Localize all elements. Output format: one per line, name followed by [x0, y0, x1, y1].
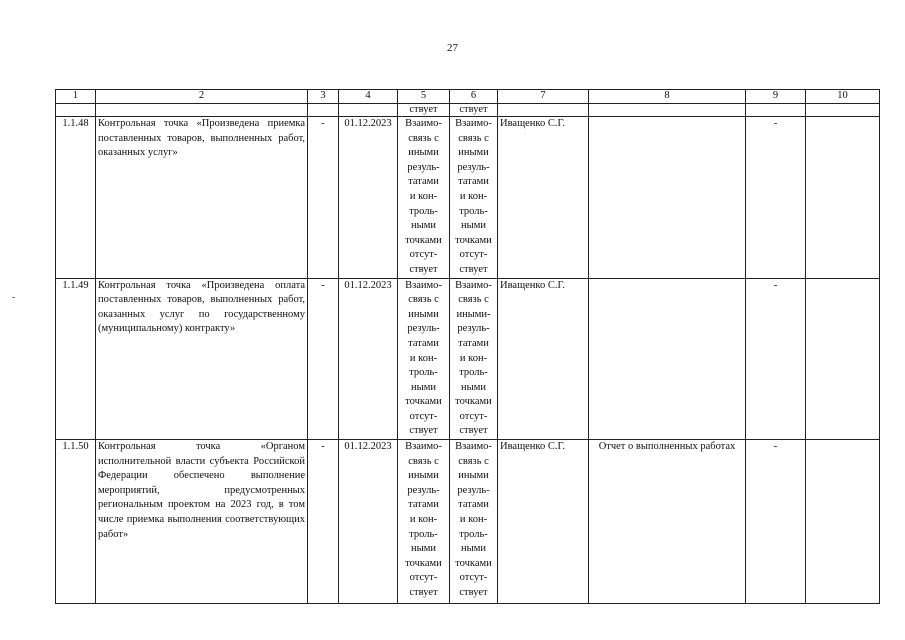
text-line: татами	[458, 176, 489, 188]
relation-text-c5	[398, 440, 450, 604]
table-row	[56, 440, 880, 604]
page-number: 27	[447, 42, 458, 54]
text-line: точками	[405, 396, 442, 408]
text-line: троль-	[459, 367, 488, 379]
text-line: точками	[455, 396, 492, 408]
relation-text-c6	[450, 440, 498, 604]
text-line: и кон-	[459, 190, 488, 202]
text-line: ными	[411, 543, 436, 555]
continued-text: ствует	[398, 104, 450, 117]
text-line: иными	[408, 308, 439, 320]
text-line: резуль-	[457, 484, 490, 496]
control-point-name: Контрольная точка «Произведена оплата поставленных товаров, выполненных работ, оказанных услуг по государственному (муниципальному) контракту»	[96, 278, 308, 440]
control-point-name: Контрольная точка «Произведена приемка поставленных товаров, выполненных работ, оказанных услуг»	[96, 117, 308, 279]
column-number-row	[56, 90, 880, 104]
text-line: отсут-	[459, 572, 488, 584]
text-line: и кон-	[409, 190, 438, 202]
row-number: 1.1.48	[56, 117, 96, 279]
text-line: и кон-	[459, 514, 488, 526]
column-header: 6	[450, 90, 498, 104]
text-line: иными	[408, 470, 439, 482]
text-line: ствует	[459, 587, 488, 598]
column-header: 1	[56, 90, 96, 104]
margin-mark: -	[12, 292, 16, 303]
empty-cell	[589, 104, 746, 117]
text-line: отсут-	[409, 572, 438, 584]
text-line: Взаимо-	[455, 118, 492, 129]
empty-cell	[746, 104, 806, 117]
text-line: ными	[411, 381, 436, 393]
row-number: 1.1.50	[56, 440, 96, 604]
text-line: отсут-	[459, 249, 488, 261]
column-header: 8	[589, 90, 746, 104]
text-line: связь с	[408, 455, 439, 467]
text-line: татами	[408, 499, 439, 511]
text-line: ствует	[409, 587, 438, 598]
column-3-value: -	[308, 440, 339, 604]
relation-text-c5	[398, 278, 450, 440]
text-line: иными	[408, 147, 439, 159]
text-line: татами	[458, 337, 489, 349]
text-line: троль-	[459, 205, 488, 217]
text-line: связь с	[458, 132, 489, 144]
control-points-table	[55, 89, 880, 604]
relation-text-c6	[450, 278, 498, 440]
text-line: и кон-	[459, 352, 488, 364]
column-header: 9	[746, 90, 806, 104]
text-line: резуль-	[457, 161, 490, 173]
text-line: отсут-	[409, 410, 438, 422]
text-line: отсут-	[409, 249, 438, 261]
text-line: иными	[458, 470, 489, 482]
text-line: отсут-	[459, 410, 488, 422]
text-line: резуль-	[407, 161, 440, 173]
text-line: ствует	[459, 263, 488, 275]
text-line: ными	[461, 220, 486, 232]
text-line: связь с	[458, 294, 489, 306]
empty-cell	[498, 104, 589, 117]
text-line: резуль-	[457, 323, 490, 335]
text-line: Взаимо-	[405, 441, 442, 453]
text-line: ными	[411, 220, 436, 232]
document-type	[589, 117, 746, 279]
deadline-date: 01.12.2023	[339, 117, 398, 279]
continuation-row	[56, 104, 880, 117]
deadline-date: 01.12.2023	[339, 440, 398, 604]
text-line: татами	[408, 176, 439, 188]
document-type	[589, 278, 746, 440]
text-line: троль-	[409, 205, 438, 217]
text-line: ствует	[459, 425, 488, 437]
column-header: 7	[498, 90, 589, 104]
column-header: 2	[96, 90, 308, 104]
column-10-value	[806, 117, 880, 279]
text-line: точками	[455, 557, 492, 569]
table-row	[56, 117, 880, 279]
column-3-value: -	[308, 278, 339, 440]
empty-cell	[56, 104, 96, 117]
text-line: троль-	[409, 367, 438, 379]
column-header: 5	[398, 90, 450, 104]
empty-cell	[96, 104, 308, 117]
column-9-value: -	[746, 278, 806, 440]
text-line: связь с	[408, 294, 439, 306]
text-line: татами	[458, 499, 489, 511]
column-3-value: -	[308, 117, 339, 279]
column-header: 4	[339, 90, 398, 104]
text-line: Взаимо-	[405, 279, 442, 291]
text-line: Взаимо-	[405, 118, 442, 129]
column-header: 3	[308, 90, 339, 104]
deadline-date: 01.12.2023	[339, 278, 398, 440]
responsible-person: Иващенко С.Г.	[498, 440, 589, 604]
relation-text-c6	[450, 117, 498, 279]
text-line: резуль-	[407, 323, 440, 335]
text-line: точками	[405, 557, 442, 569]
text-line: и кон-	[409, 514, 438, 526]
text-line: иными-	[456, 308, 491, 320]
text-line: и кон-	[409, 352, 438, 364]
continued-text: ствует	[450, 104, 498, 117]
control-point-name: Контрольная точка «Органом исполнительной власти субъекта Российской Федерации обеспечено выполнение мероприятий, предусмотренных региональным проектом на 2023 год, в том числе приемка выполнения соответствующих работ»	[96, 440, 308, 604]
text-line: ными	[461, 381, 486, 393]
column-header: 10	[806, 90, 880, 104]
empty-cell	[806, 104, 880, 117]
column-10-value	[806, 440, 880, 604]
text-line: Взаимо-	[455, 441, 492, 453]
text-line: татами	[408, 337, 439, 349]
text-line: ствует	[409, 425, 438, 437]
text-line: связь с	[408, 132, 439, 144]
relation-text-c5	[398, 117, 450, 279]
text-line: ными	[461, 543, 486, 555]
text-line: иными	[458, 147, 489, 159]
text-line: связь с	[458, 455, 489, 467]
text-line: троль-	[459, 528, 488, 540]
empty-cell	[339, 104, 398, 117]
document-type: Отчет о выполненных работах	[589, 440, 746, 604]
empty-cell	[308, 104, 339, 117]
text-line: точками	[405, 234, 442, 246]
text-line: ствует	[409, 263, 438, 275]
responsible-person: Иващенко С.Г.	[498, 278, 589, 440]
text-line: точками	[455, 234, 492, 246]
column-9-value: -	[746, 117, 806, 279]
text-line: троль-	[409, 528, 438, 540]
row-number: 1.1.49	[56, 278, 96, 440]
table-row	[56, 278, 880, 440]
column-10-value	[806, 278, 880, 440]
column-9-value: -	[746, 440, 806, 604]
text-line: Взаимо-	[455, 279, 492, 291]
text-line: резуль-	[407, 484, 440, 496]
responsible-person: Иващенко С.Г.	[498, 117, 589, 279]
